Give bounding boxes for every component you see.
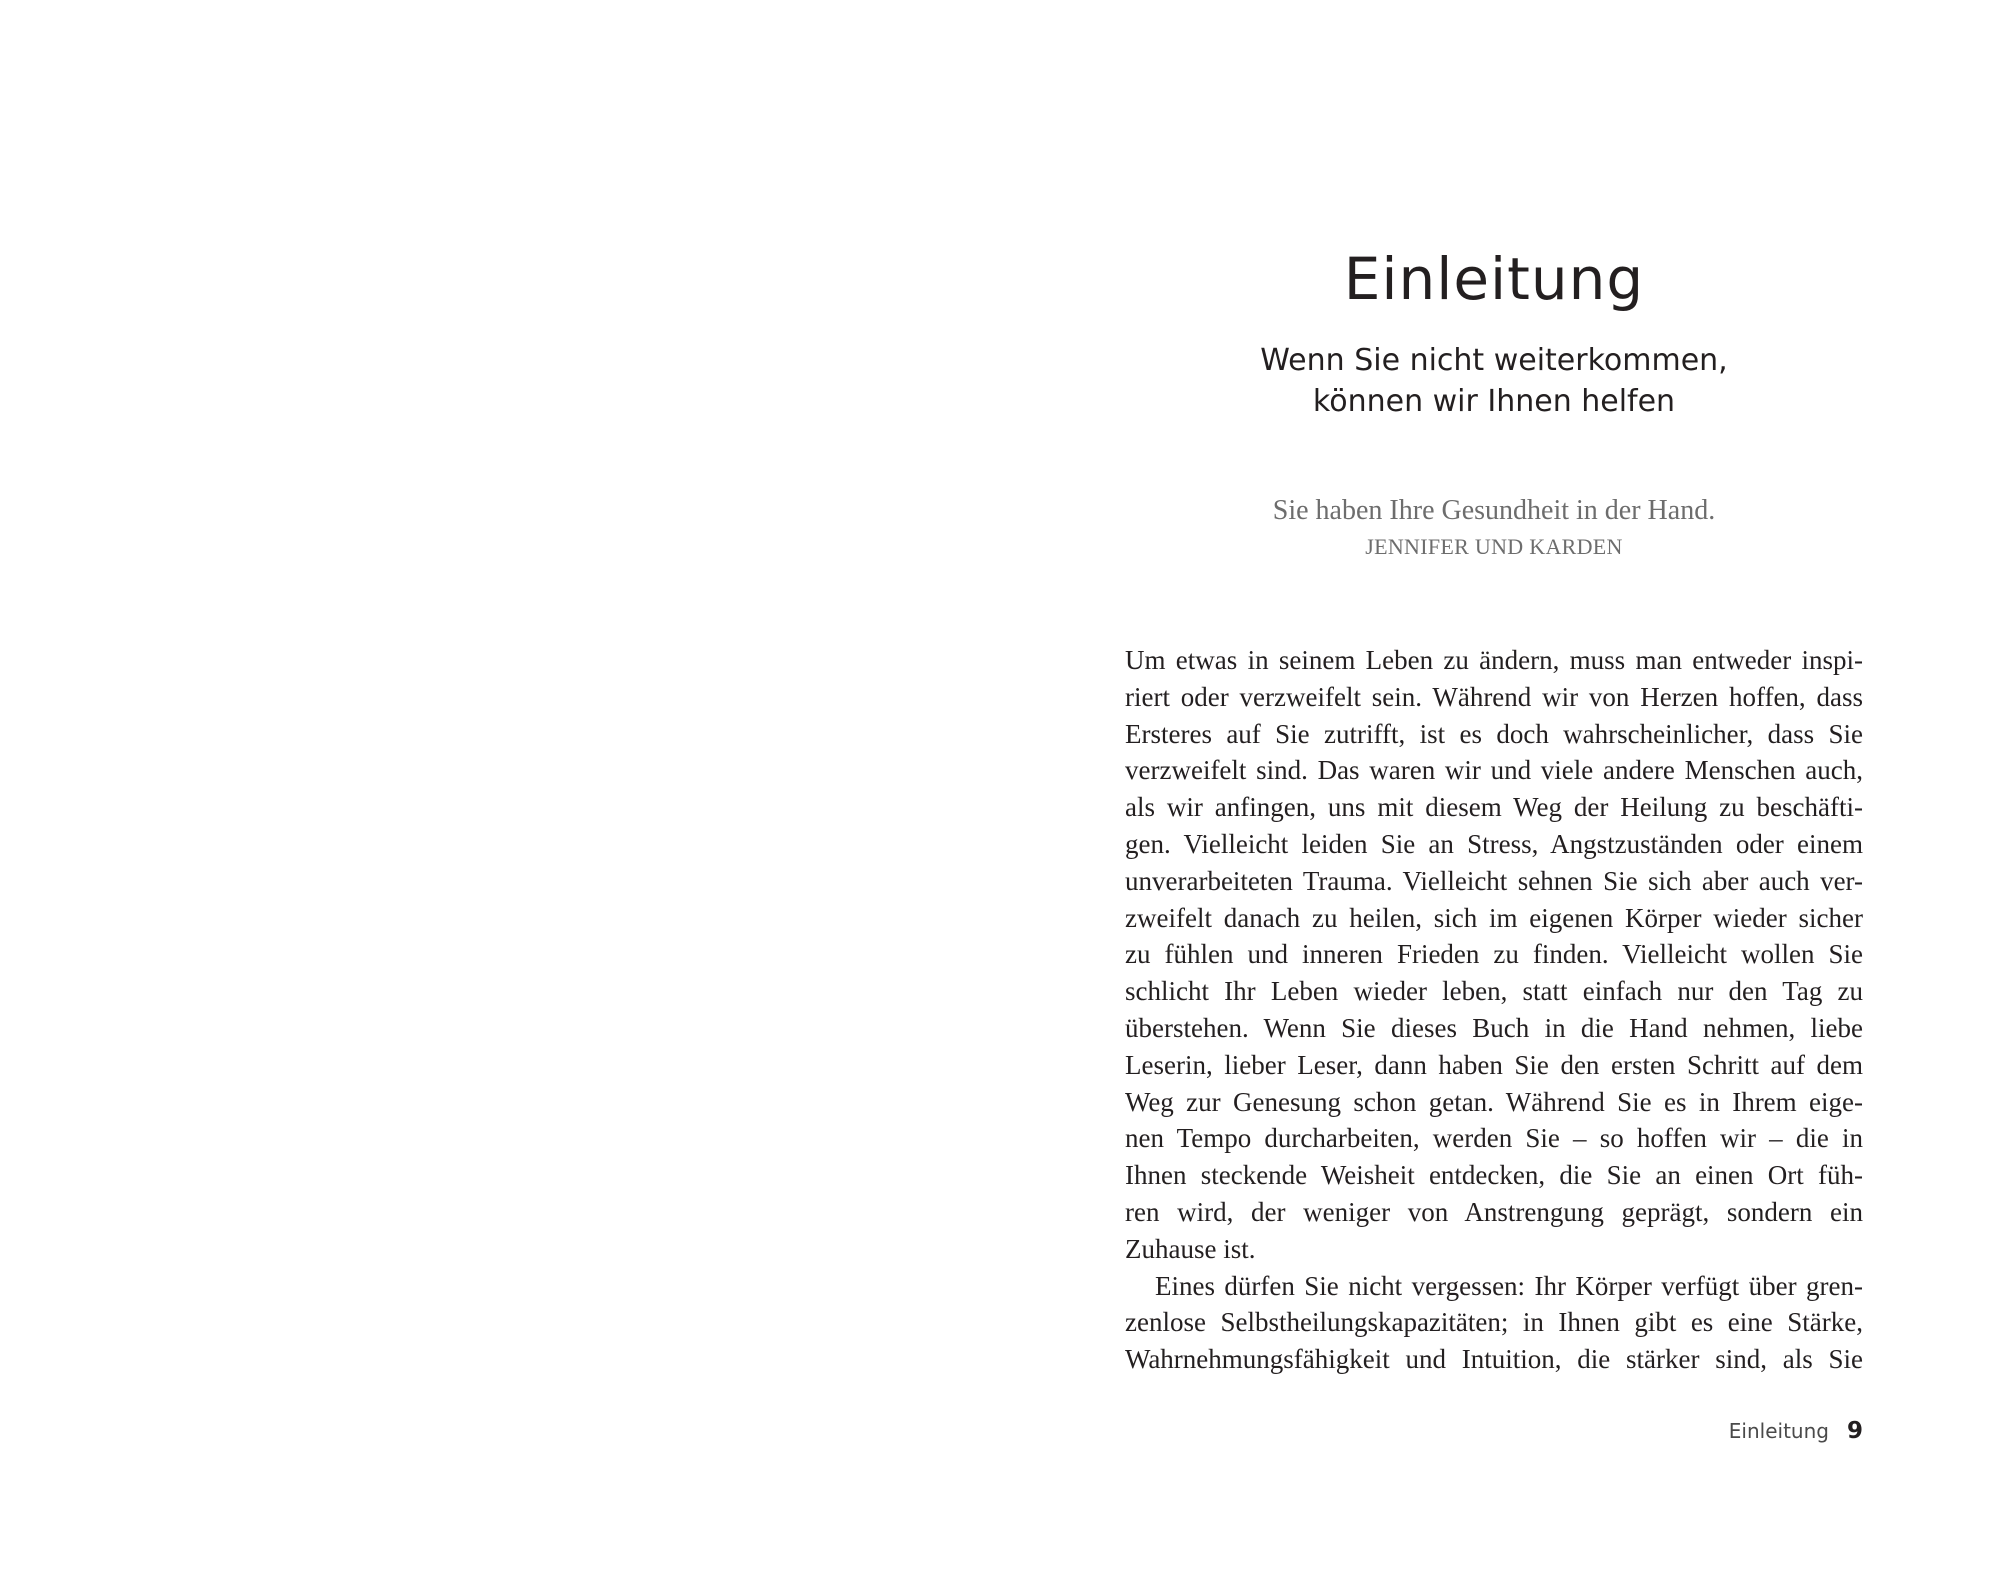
text-line: Leserin, lieber Leser, dann haben Sie den ersten Schritt auf dem [1125,1049,1863,1080]
running-footer [1125,1418,1863,1444]
chapter-subtitle-line: Wenn Sie nicht weiterkommen, [1260,343,1728,378]
epigraph [1125,494,1863,562]
text-line: Wahrnehmungsfähigkeit und Intuition, die stärker sind, als Sie [1125,1344,1863,1375]
text-line: Ersteres auf Sie zutrifft, ist es doch wahrscheinlicher, dass Sie [1125,718,1863,749]
text-line: schlicht Ihr Leben wieder leben, statt einfach nur den Tag zu [1125,976,1863,1007]
epigraph-author: JENNIFER UND KARDEN [1365,534,1623,559]
text-line: als wir anfingen, uns mit diesem Weg der Heilung zu beschäfti- [1125,792,1863,823]
text-line: gen. Vielleicht leiden Sie an Stress, Angstzuständen oder einem [1125,828,1863,859]
running-head: Einleitung [1728,1419,1829,1443]
chapter-subtitle-line: können wir Ihnen helfen [1312,384,1676,419]
paragraph-1 [1125,642,1863,1268]
text-line: Eines dürfen Sie nicht vergessen: Ihr Körper verfügt über gren- [1155,1270,1863,1301]
text-line: Ihnen steckende Weisheit entdecken, die Sie an einen Ort füh- [1125,1160,1863,1191]
paragraph-2 [1125,1268,1863,1378]
text-line: zu fühlen und inneren Frieden zu finden. Vielleicht wollen Sie [1125,939,1863,970]
chapter-subtitle [1125,340,1863,422]
text-line: unverarbeiteten Trauma. Vielleicht sehnen Sie sich aber auch ver- [1125,865,1863,896]
text-line: zenlose Selbstheilungskapazitäten; in Ihnen gibt es eine Stärke, [1125,1307,1863,1338]
text-line: Weg zur Genesung schon getan. Während Sie es in Ihrem eige- [1125,1086,1863,1117]
text-line: verzweifelt sind. Das waren wir und viele andere Menschen auch, [1125,755,1863,786]
text-line: nen Tempo durcharbeiten, werden Sie – so hoffen wir – die in [1125,1123,1863,1154]
epigraph-quote: Sie haben Ihre Gesundheit in der Hand. [1272,495,1716,526]
text-line: zweifelt danach zu heilen, sich im eigenen Körper wieder sicher [1125,902,1863,933]
text-line: Um etwas in seinem Leben zu ändern, muss man entweder inspi- [1125,645,1863,675]
body-text [1125,642,1863,1378]
chapter-title: Einleitung [1343,245,1645,313]
text-line: ren wird, der weniger von Anstrengung geprägt, sondern ein [1125,1196,1863,1227]
page-number: 9 [1846,1418,1863,1444]
text-line: überstehen. Wenn Sie dieses Buch in die Hand nehmen, liebe [1125,1012,1863,1043]
text-line: Zuhause ist. [1125,1233,1256,1264]
text-line: riert oder verzweifelt sein. Während wir von Herzen hoffen, dass [1125,681,1863,712]
